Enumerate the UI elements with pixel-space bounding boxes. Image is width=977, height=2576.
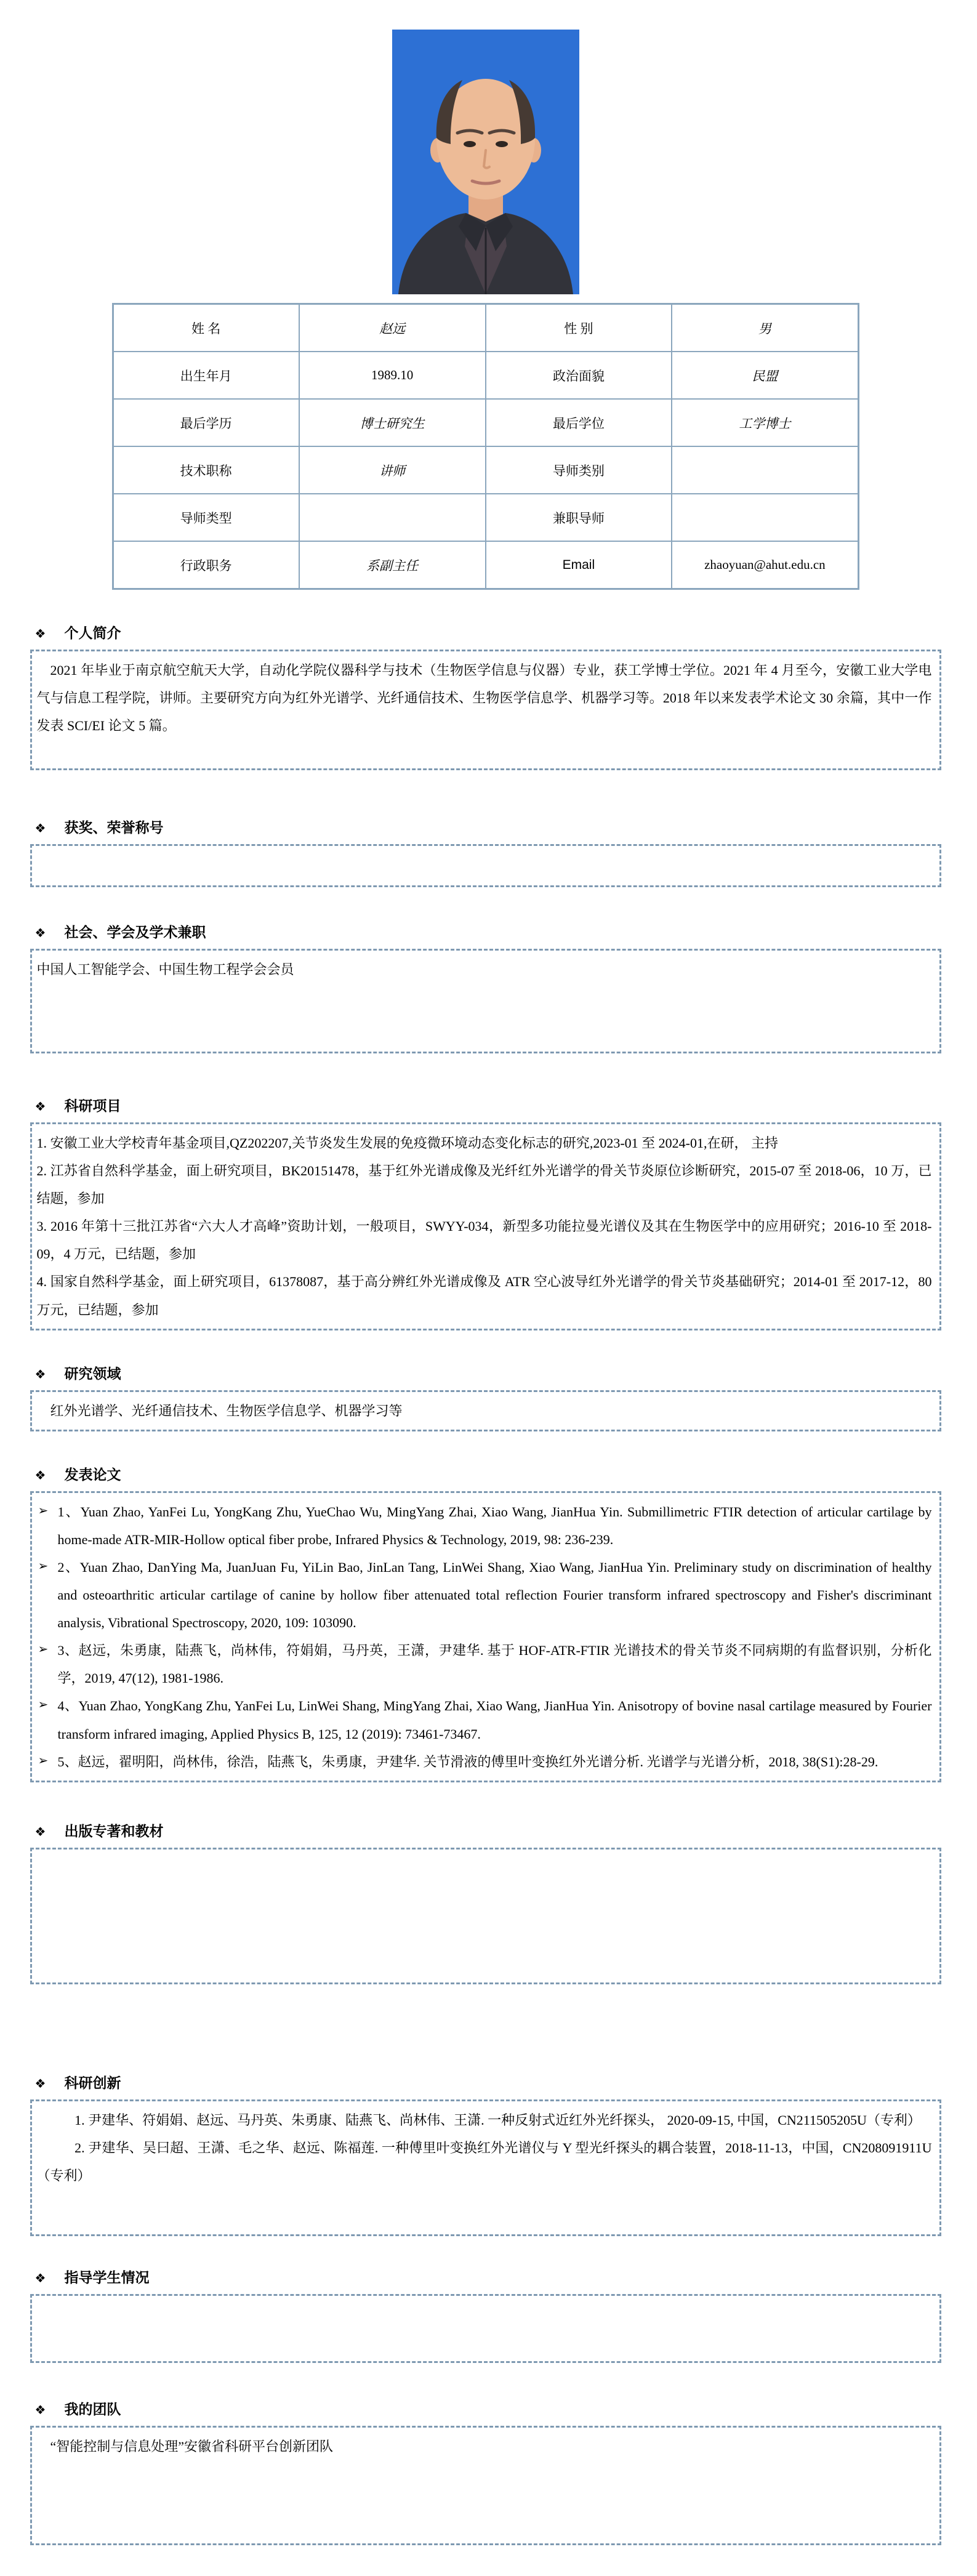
publications-item	[37, 1553, 932, 1636]
section-title-text: 指导学生情况	[64, 2269, 150, 2285]
portrait-photo	[392, 30, 579, 294]
projects-item: 2. 江苏省自然科学基金，面上研究项目，BK20151478，基于红外光谱成像及光纤红外光谱学的骨关节炎原位诊断研究，2015-07 至 2018-06，10 万，已结题，参加	[36, 1163, 932, 1207]
diamond-bullet-icon: ❖	[34, 1467, 46, 1483]
section-title-text: 科研创新	[64, 2075, 121, 2091]
projects-item: 1. 安徽工业大学校青年基金项目,QZ202207,关节炎发生发展的免疫微环境动态变化标志的研究,2023-01 至 2024-01,在研， 主持	[36, 1135, 778, 1151]
section-innovations	[30, 2074, 941, 2236]
field-label: Email	[486, 541, 672, 589]
section-title-text: 个人简介	[64, 626, 121, 641]
field-label: 兼职导师	[486, 494, 672, 541]
innovations-content-box	[30, 2099, 941, 2236]
publications-content-box	[30, 1491, 941, 1782]
section-title	[30, 1822, 941, 1841]
section-team	[30, 2400, 941, 2545]
field-value: 民盟	[672, 352, 858, 399]
publications-item	[37, 1636, 932, 1692]
personal-info-table	[112, 303, 859, 590]
publications-item	[37, 1692, 932, 1747]
section-title	[30, 2074, 941, 2093]
section-title-text: 研究领域	[64, 1366, 121, 1382]
diamond-bullet-icon: ❖	[34, 2270, 46, 2285]
memberships-content-box	[30, 949, 941, 1053]
diamond-bullet-icon: ❖	[34, 925, 46, 940]
memberships-item: 中国人工智能学会、中国生物工程学会会员	[36, 962, 294, 977]
publication-text: 5、赵远，翟明阳，尚林伟，徐浩，陆燕飞，朱勇康，尹建华. 关节滑液的傅里叶变换红外光谱分析. 光谱学与光谱分析，2018, 38(S1):28-29.	[57, 1753, 878, 1769]
arrow-bullet-icon: ➢	[38, 1558, 49, 1573]
section-title	[30, 1097, 941, 1116]
innovations-item: 1. 尹建华、符娟娟、赵远、马丹英、朱勇康、陆燕飞、尚林伟、王潇. 一种反射式近红外光纤探头， 2020-09-15, 中国，CN211505205U（专利）	[74, 2112, 921, 2128]
projects-item: 4. 国家自然科学基金，面上研究项目，61378087，基于高分辨红外光谱成像及 ATR 空心波导红外光谱学的骨关节炎基础研究；2014-01 至 2017-12，80 万元，已结题，参加	[36, 1274, 932, 1318]
diamond-bullet-icon: ❖	[34, 626, 46, 641]
publications-item	[37, 1748, 932, 1776]
section-title	[30, 1465, 941, 1485]
field-value: 1989.10	[299, 352, 486, 399]
arrow-bullet-icon: ➢	[38, 1641, 49, 1657]
section-title	[30, 818, 941, 838]
section-title-text: 发表论文	[64, 1467, 121, 1483]
field-label: 性 别	[486, 304, 672, 352]
diamond-bullet-icon: ❖	[34, 2075, 46, 2091]
innovations-item: 2. 尹建华、吴曰超、王潇、毛之华、赵远、陈福莲. 一种傅里叶变换红外光谱仪与 Y 型光纤探头的耦合装置，2018-11-13，中国，CN208091911U（专利）	[36, 2139, 932, 2183]
section-title	[30, 624, 941, 643]
table-row	[113, 494, 858, 541]
section-memberships	[30, 923, 941, 1053]
field-value: zhaoyuan@ahut.edu.cn	[672, 541, 858, 589]
profile-content-box	[30, 650, 941, 770]
table-row	[113, 541, 858, 589]
publication-text: 1、Yuan Zhao, YanFei Lu, YongKang Zhu, YueChao Wu, MingYang Zhai, Xiao Wang, JianHua Yin. Submillimetric FTIR detection of articular cartilage by home-made ATR-MIR-Hollow optical fiber probe, Infrared Physics & Technology, 2019, 98: 236-239.	[57, 1503, 932, 1547]
portrait-photo-graphic	[392, 30, 579, 294]
section-title	[30, 2400, 941, 2420]
info-table-body	[113, 304, 858, 589]
field-label: 姓 名	[113, 304, 299, 352]
section-title-text: 社会、学会及学术兼职	[64, 925, 206, 940]
section-projects	[30, 1097, 941, 1330]
table-row	[113, 304, 858, 352]
arrow-bullet-icon: ➢	[38, 1697, 49, 1712]
publication-text: 4、Yuan Zhao, YongKang Zhu, YanFei Lu, LinWei Shang, MingYang Zhai, Xiao Wang, JianHua Yin. Anisotropy of bovine nasal cartilage measured by Fourier transform infrared imaging, Applied Physics B, 125, 12 (2019): 73461-73467.	[57, 1698, 932, 1742]
diamond-bullet-icon: ❖	[34, 2402, 46, 2417]
profile-item: 2021 年毕业于南京航空航天大学，自动化学院仪器科学与技术（生物医学信息与仪器）专业，获工学博士学位。2021 年 4 月至今，安徽工业大学电气与信息工程学院，讲师。主要研究方向为红外光谱学、光纤通信技术、生物医学信息学、机器学习等。2018 年以来发表学术论文 30 余篇，其中一作发表 SCI/EI 论文 5 篇。	[36, 662, 932, 734]
arrow-bullet-icon: ➢	[38, 1502, 49, 1518]
team-content-box	[30, 2426, 941, 2545]
field-label: 导师类型	[113, 494, 299, 541]
field-label: 技术职称	[113, 446, 299, 494]
section-title-text: 科研项目	[64, 1098, 121, 1114]
section-profile	[30, 624, 941, 770]
table-row	[113, 399, 858, 446]
section-publications	[30, 1465, 941, 1782]
diamond-bullet-icon: ❖	[34, 1099, 46, 1114]
diamond-bullet-icon: ❖	[34, 821, 46, 835]
field-label: 政治面貌	[486, 352, 672, 399]
projects-item: 3. 2016 年第十三批江苏省“六大人才高峰”资助计划，一般项目，SWYY-034，新型多功能拉曼光谱仪及其在生物医学中的应用研究；2016-10 至 2018-09，4 万元，已结题，参加	[36, 1218, 932, 1262]
section-students	[30, 2268, 941, 2363]
awards-content-box	[30, 844, 941, 887]
diamond-bullet-icon: ❖	[34, 1366, 46, 1382]
section-title	[30, 1364, 941, 1384]
sections	[30, 624, 941, 2545]
diamond-bullet-icon: ❖	[34, 1824, 46, 1839]
field-value: 工学博士	[672, 399, 858, 446]
section-title	[30, 923, 941, 943]
section-title-text: 出版专著和教材	[64, 1823, 164, 1839]
field-value: 讲师	[299, 446, 486, 494]
section-books	[30, 1822, 941, 1984]
section-research-areas	[30, 1364, 941, 1431]
table-row	[113, 352, 858, 399]
arrow-bullet-icon: ➢	[38, 1752, 49, 1768]
team-item: “智能控制与信息处理”安徽省科研平台创新团队	[50, 2438, 334, 2454]
field-value: 赵远	[299, 304, 486, 352]
table-row	[113, 446, 858, 494]
research-areas-content-box	[30, 1390, 941, 1431]
field-label: 出生年月	[113, 352, 299, 399]
publications-item	[37, 1498, 932, 1553]
field-value	[672, 494, 858, 541]
publication-text: 2、Yuan Zhao, DanYing Ma, JuanJuan Fu, YiLin Bao, JinLan Tang, LinWei Shang, Xiao Wang, JianHua Yin. Preliminary study on discrimination of healthy and osteoarthritic articular cartilage of canine by hollow fiber attenuated total reflection Fourier transform infrared spectroscopy and Fisher's discriminant analysis, Vibrational Spectroscopy, 2020, 109: 103090.	[57, 1559, 932, 1631]
research-areas-item: 红外光谱学、光纤通信技术、生物医学信息学、机器学习等	[50, 1403, 403, 1419]
field-value	[299, 494, 486, 541]
section-title	[30, 2268, 941, 2288]
profile-page	[30, 0, 941, 2576]
section-awards	[30, 818, 941, 887]
field-value: 男	[672, 304, 858, 352]
field-value: 系副主任	[299, 541, 486, 589]
students-content-box	[30, 2294, 941, 2363]
section-title-text: 获奖、荣誉称号	[64, 820, 164, 835]
field-label: 导师类别	[486, 446, 672, 494]
field-value	[672, 446, 858, 494]
field-label: 最后学位	[486, 399, 672, 446]
section-title-text: 我的团队	[64, 2401, 121, 2417]
field-value: 博士研究生	[299, 399, 486, 446]
projects-content-box	[30, 1122, 941, 1330]
field-label: 最后学历	[113, 399, 299, 446]
books-content-box	[30, 1848, 941, 1984]
publication-text: 3、赵远，朱勇康，陆燕飞，尚林伟，符娟娟，马丹英，王潇，尹建华. 基于 HOF-ATR-FTIR 光谱技术的骨关节炎不同病期的有监督识别，分析化学，2019, 47(12), 1981-1986.	[57, 1643, 932, 1686]
field-label: 行政职务	[113, 541, 299, 589]
